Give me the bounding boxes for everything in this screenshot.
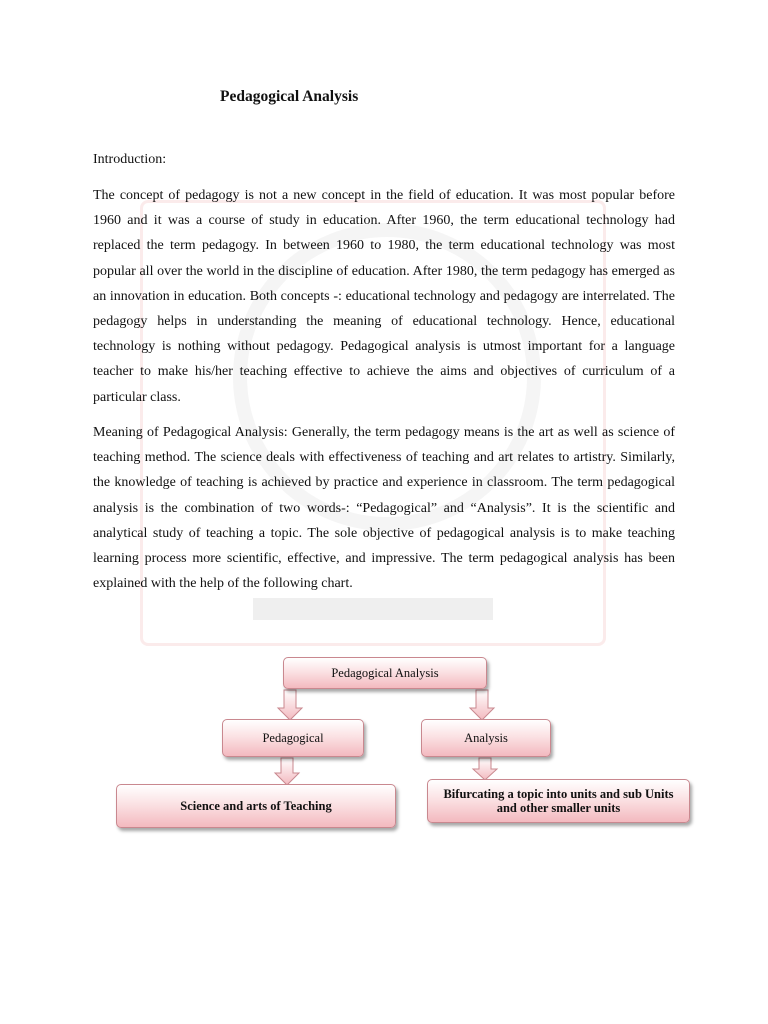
arrow-root-to-pedagogical bbox=[278, 690, 302, 720]
page-title: Pedagogical Analysis bbox=[220, 88, 359, 105]
arrow-root-to-analysis bbox=[470, 690, 494, 720]
arrow-pedagogical-to-science bbox=[275, 758, 299, 785]
diagram-node-pedagogical-analysis: Pedagogical Analysis bbox=[283, 657, 487, 689]
paragraph-introduction: The concept of pedagogy is not a new concept in the field of education. It was most popular before 1960 and it was a course of study in education. After 1960, the term educational technology had replaced the term pedagogy. In between 1960 to 1980, the term educational technology was most popular all over the world in the discipline of education. After 1980, the term pedagogy has emerged as an innovation in education. Both concepts -: educational technology and pedagogy are interrelated. The pedagogy helps in understanding the meaning of educational technology. Hence, educational technology is nothing without pedagogy. Pedagogical analysis is utmost important for a language teacher to make his/her teaching effective to achieve the aims and objectives of curriculum of a particular class. bbox=[93, 188, 675, 405]
diagram-node-pedagogical: Pedagogical bbox=[222, 719, 364, 757]
paragraph-meaning: Meaning of Pedagogical Analysis: Generally, the term pedagogy means is the art as well as science of teaching method. The science deals with effectiveness of teaching and art relates to artistry. Similarly, the knowledge of teaching is achieved by practice and experience in classroom. The term pedagogical analysis is the combination of two words-: “Pedagogical” and “Analysis”. It is the scientific and analytical study of teaching a topic. The sole objective of pedagogical analysis is to make teaching learning process more scientific, effective, and impressive. The term pedagogical analysis has been explained with the help of the following chart. bbox=[93, 425, 675, 592]
section-heading-introduction: Introduction: bbox=[93, 152, 167, 167]
arrow-analysis-to-bifurcating bbox=[473, 758, 497, 780]
diagram-node-analysis: Analysis bbox=[421, 719, 551, 757]
diagram-node-science-and-arts: Science and arts of Teaching bbox=[116, 784, 396, 828]
diagram-node-bifurcating: Bifurcating a topic into units and sub Units and other smaller units bbox=[427, 779, 690, 823]
